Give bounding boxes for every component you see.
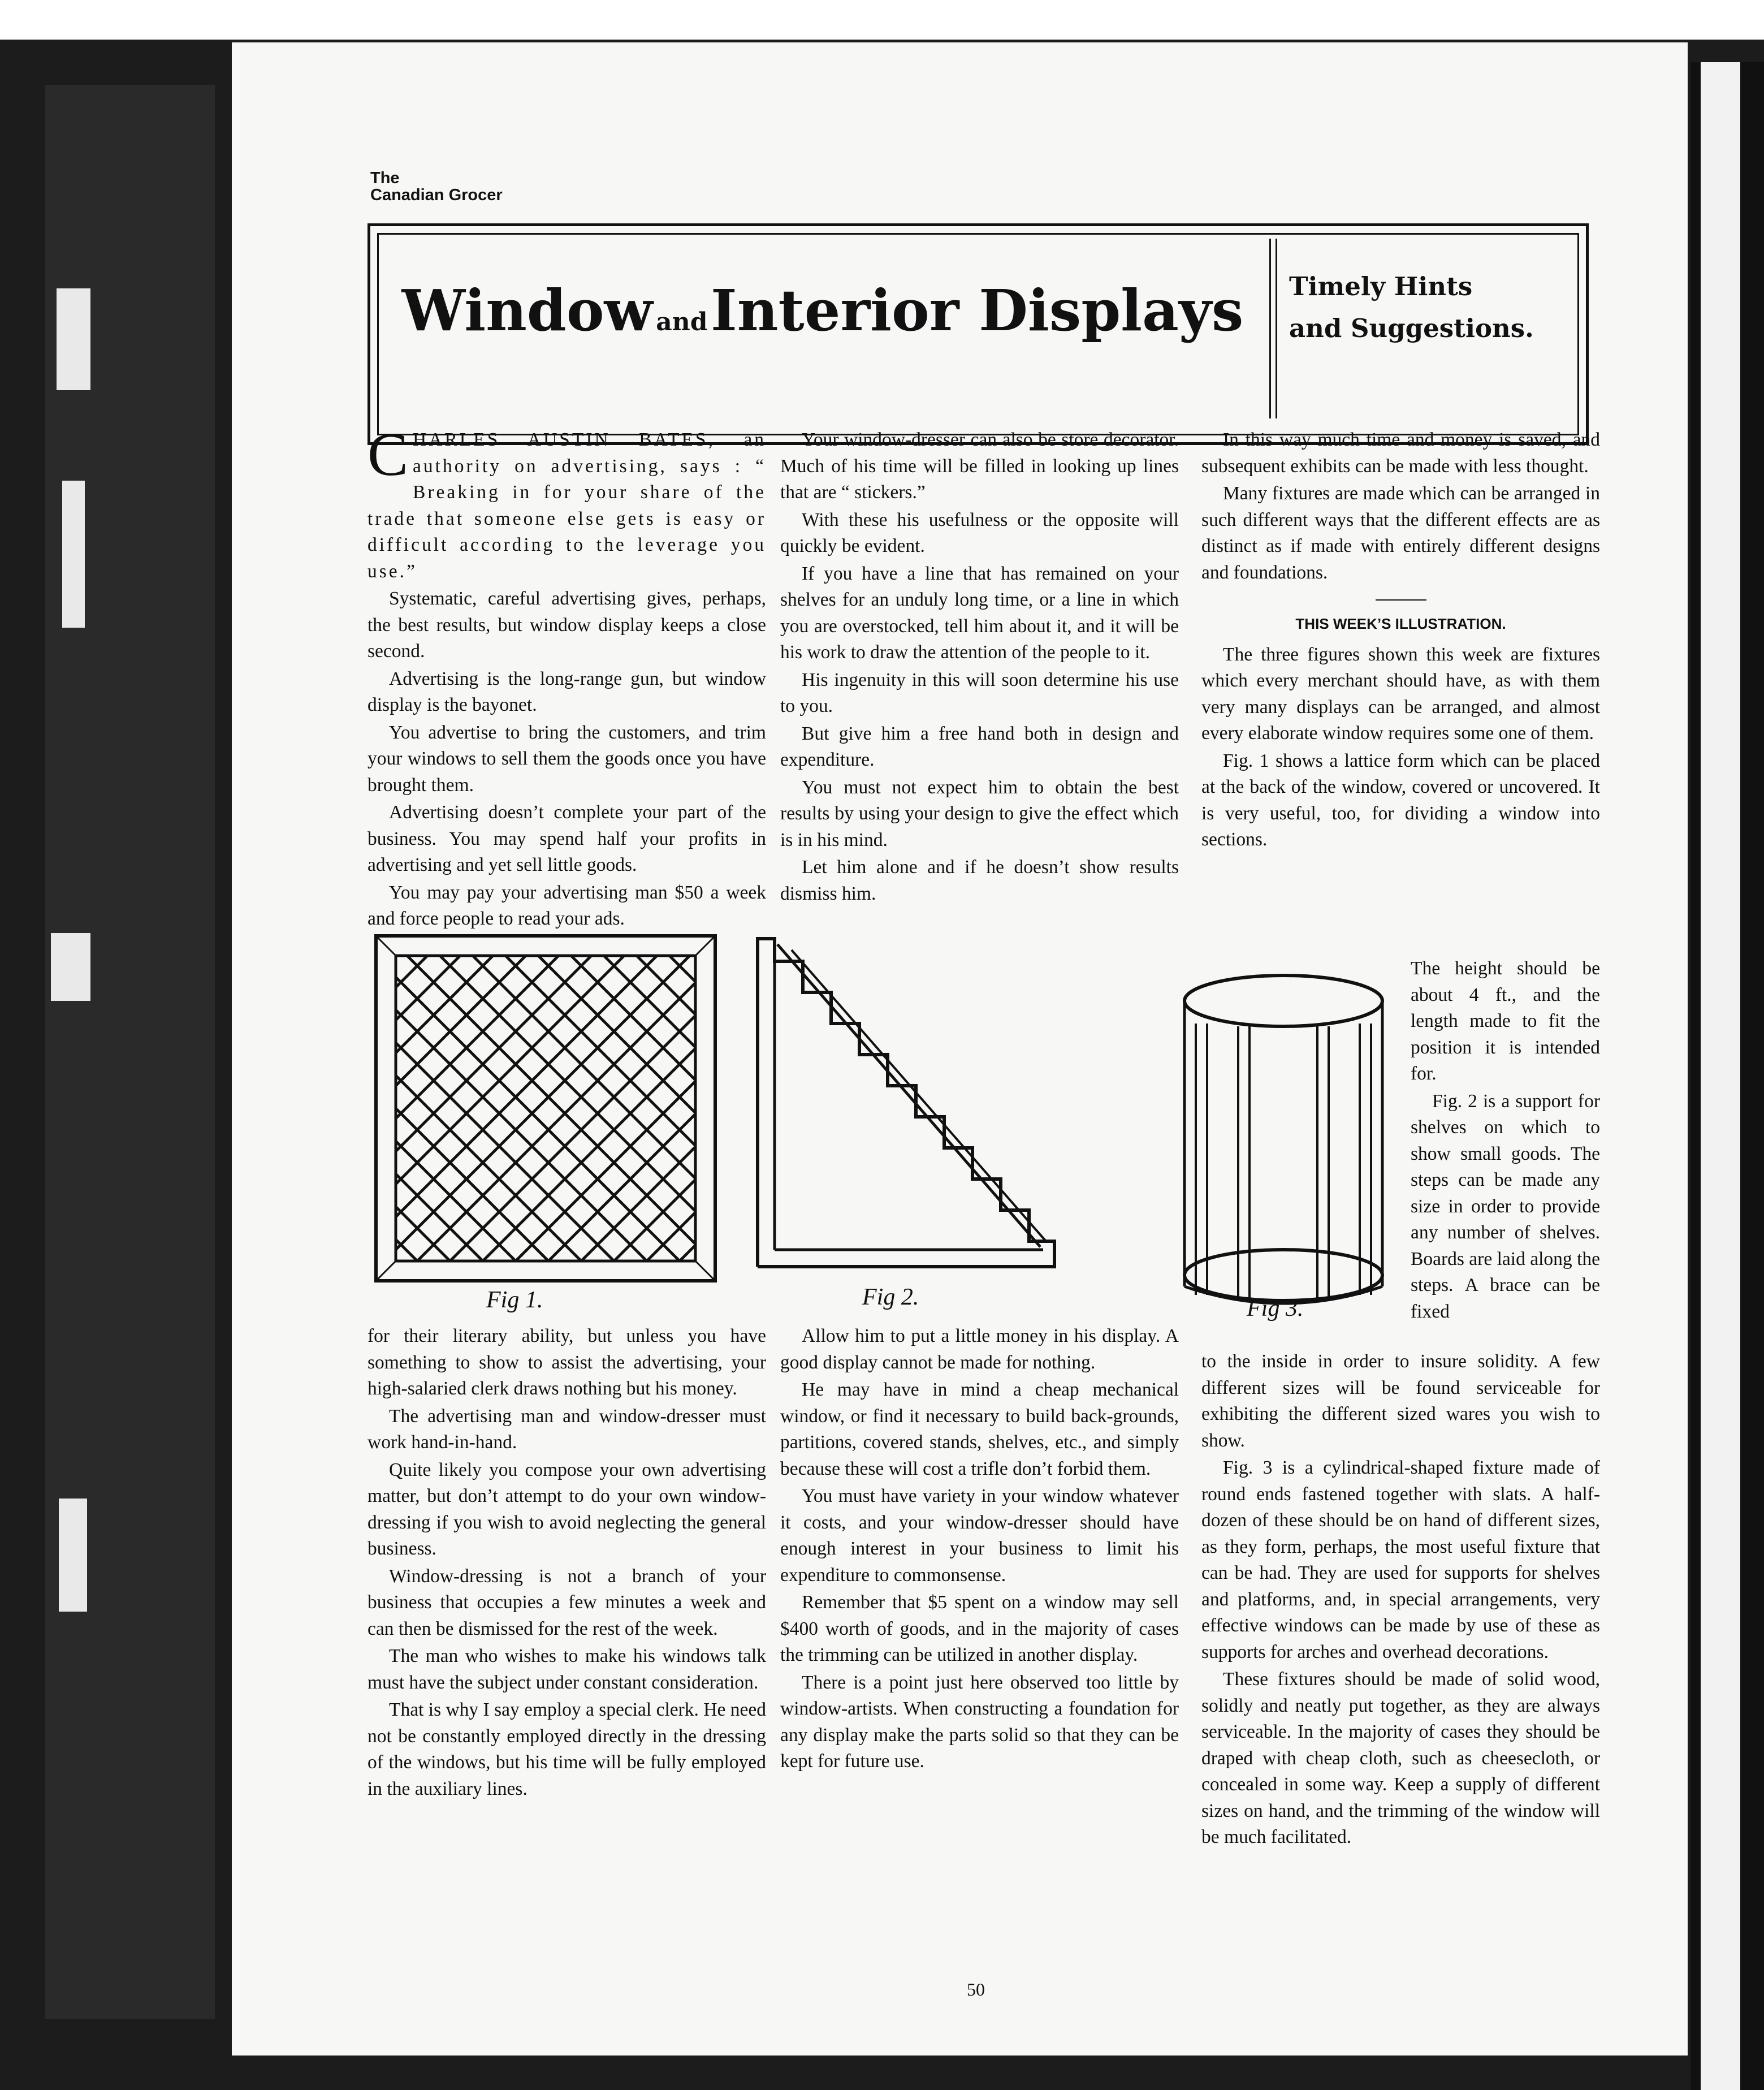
paragraph: to the inside in order to insure solidity. A few different sizes will be found serviceable for exhibiting the different sized wares you wish to show. [1201, 1351, 1600, 1451]
title-connector: and [656, 308, 708, 336]
paragraph: Many fixtures are made which can be arranged in such different ways that the different effects are as distinct as if made with entirely different designs and foundations. [1201, 483, 1600, 583]
paragraph: Fig. 2 is a support for shelves on which to show small goods. The steps can be made any size in order to provide any number of shelves. Boards are laid along the steps. A brace can be fixed [1411, 1090, 1600, 1322]
paragraph: Advertising doesn’t complete your part of the business. You may spend half your profits in advertising and yet sell little goods. [368, 802, 766, 875]
fig1-lattice-drawing [373, 933, 718, 1284]
title-subhead [1289, 266, 1583, 349]
paragraph: Fig. 3 is a cylindrical-shaped fixture made of round ends fastened together with slats. A half-dozen of these should be on hand of different sizes, as they form, perhaps, the most useful fixture that can be had. They are used for supports for shelves and platforms, and, in special arrangements, very effective windows can be made by use of these as supports for arches and overhead decorations. [1201, 1457, 1600, 1662]
paragraph: There is a point just here observed too little by window-artists. When constructing a foundation for any display make the parts solid so that they can be kept for future use. [780, 1672, 1179, 1772]
paragraph: for their literary ability, but unless you have something to show to assist the advertising, your high-salaried clerk draws nothing but his money. [368, 1325, 766, 1399]
scan-top-edge [0, 0, 1764, 40]
column-3-side [1411, 956, 1600, 1325]
paragraph: The three figures shown this week are fixtures which every merchant should have, as with them very many displays can be arranged, and almost every elaborate window requires some one of them. [1201, 644, 1600, 744]
running-head-line1: The [370, 169, 400, 187]
column-2-bottom [780, 1323, 1179, 1775]
paragraph: You advertise to bring the customers, and trim your windows to sell them the goods once you have brought them. [368, 722, 766, 796]
lattice-slat [373, 933, 712, 1284]
page-number: 50 [967, 1979, 985, 2000]
running-head [370, 170, 503, 204]
title-divider [1269, 239, 1277, 418]
paragraph: The height should be about 4 ft., and the length made to fit the position it is intended for. [1411, 958, 1600, 1084]
paragraph: You must not expect him to obtain the best results by using your design to give the effect which is in his mind. [780, 776, 1179, 850]
paragraph: The man who wishes to make his windows talk must have the subject under constant consideration. [368, 1646, 766, 1693]
title-word2: Interior Displays [711, 277, 1244, 344]
running-head-line2: Canadian Grocer [370, 186, 503, 204]
fig3-caption: Fig 3. [1247, 1296, 1304, 1322]
next-page-edge [1690, 62, 1764, 2090]
paragraph: His ingenuity in this will soon determine his use to you. [780, 669, 1179, 716]
column-1-top [368, 421, 766, 932]
fig2-caption: Fig 2. [862, 1284, 919, 1310]
fig2-step-shelf-drawing [752, 933, 1080, 1272]
paragraph: He may have in mind a cheap mechanical window, or find it necessary to build back-grounds, partitions, covered stands, shelves, etc., and simply because these will cost a trifle don’t forbid them. [780, 1379, 1179, 1479]
paragraph: Quite likely you compose your own advertising matter, but don’t attempt to do your own window-dressing if you wish to avoid neglecting the general business. [368, 1459, 766, 1559]
subhead-line1: Timely Hints [1289, 271, 1473, 301]
magazine-page [232, 42, 1688, 2056]
paragraph: Allow him to put a little money in his display. A good display cannot be made for nothing. [780, 1325, 1179, 1373]
paragraph: Window-dressing is not a branch of your business that occupies a few minutes a week and can then be dismissed for the rest of the week. [368, 1565, 766, 1639]
dropcap: C [368, 421, 409, 489]
paragraph: If you have a line that has remained on your shelves for an unduly long time, or a line in which you are overstocked, tell him about it, and it will be his work to draw the attention of the people to it. [780, 563, 1179, 663]
column-3-top [1201, 427, 1600, 853]
lattice-slat [614, 933, 718, 1284]
paragraph: Your window-dresser can also be store decorator. Much of his time will be filled in looking up lines that are “ stickers.” [780, 429, 1179, 503]
paragraph: In this way much time and money is saved, and subsequent exhibits can be made with less thought. [1201, 429, 1600, 477]
fig1-caption: Fig 1. [486, 1287, 543, 1313]
section-heading: THIS WEEK’S ILLUSTRATION. [1295, 615, 1506, 632]
paragraph: Fig. 1 shows a lattice form which can be placed at the back of the window, covered or uncovered. It is very useful, too, for dividing a window into sections. [1201, 750, 1600, 850]
subhead-line2: and Suggestions. [1289, 313, 1534, 343]
fig3-cylinder-fixture-drawing [1176, 970, 1391, 1332]
title-word1: Window [401, 277, 653, 344]
article-title [387, 277, 1258, 344]
paragraph: But give him a free hand both in design and expenditure. [780, 723, 1179, 770]
paragraph: HARLES AUSTIN BATES, an authority on advertising, says : “ Breaking in for your share of the trade that someone else gets is easy or difficult according to the leverage you use.” [368, 429, 766, 582]
paragraph: With these his usefulness or the opposite will quickly be evident. [780, 509, 1179, 556]
column-2-top [780, 427, 1179, 907]
lattice-slat [680, 933, 718, 1284]
paragraph: Advertising is the long-range gun, but window display is the bayonet. [368, 668, 766, 715]
paragraph: Remember that $5 spent on a window may sell $400 worth of goods, and in the majority of cases the trimming can be utilized in another display. [780, 1592, 1179, 1665]
paragraph: The advertising man and window-dresser must work hand-in-hand. [368, 1405, 766, 1453]
paragraph: You must have variety in your window whatever it costs, and your window-dresser should have enough interest in your business to limit his expenditure to commonsense. [780, 1486, 1179, 1586]
paragraph: Systematic, careful advertising gives, perhaps, the best results, but window display keeps a close second. [368, 588, 766, 662]
book-binding-edge [45, 85, 215, 2019]
column-3-bottom [1201, 1349, 1600, 1851]
paragraph: These fixtures should be made of solid wood, solidly and neatly put together, as they are always serviceable. In the majority of cases they should be draped with cheap cloth, such as cheesecloth, or concealed in some way. Keep a supply of different sizes on hand, and the trimming of the window will be much facilitated. [1201, 1669, 1600, 1847]
paragraph: You may pay your advertising man $50 a week and force people to read your ads. [368, 882, 766, 929]
column-1-bottom [368, 1323, 766, 1802]
paragraph: Let him alone and if he doesn’t show results dismiss him. [780, 857, 1179, 904]
title-banner [368, 223, 1589, 445]
paragraph: That is why I say employ a special clerk. He need not be constantly employed directly in the dressing of the windows, but his time will be fully employed in the auxiliary lines. [368, 1699, 766, 1799]
section-rule [1376, 599, 1426, 601]
